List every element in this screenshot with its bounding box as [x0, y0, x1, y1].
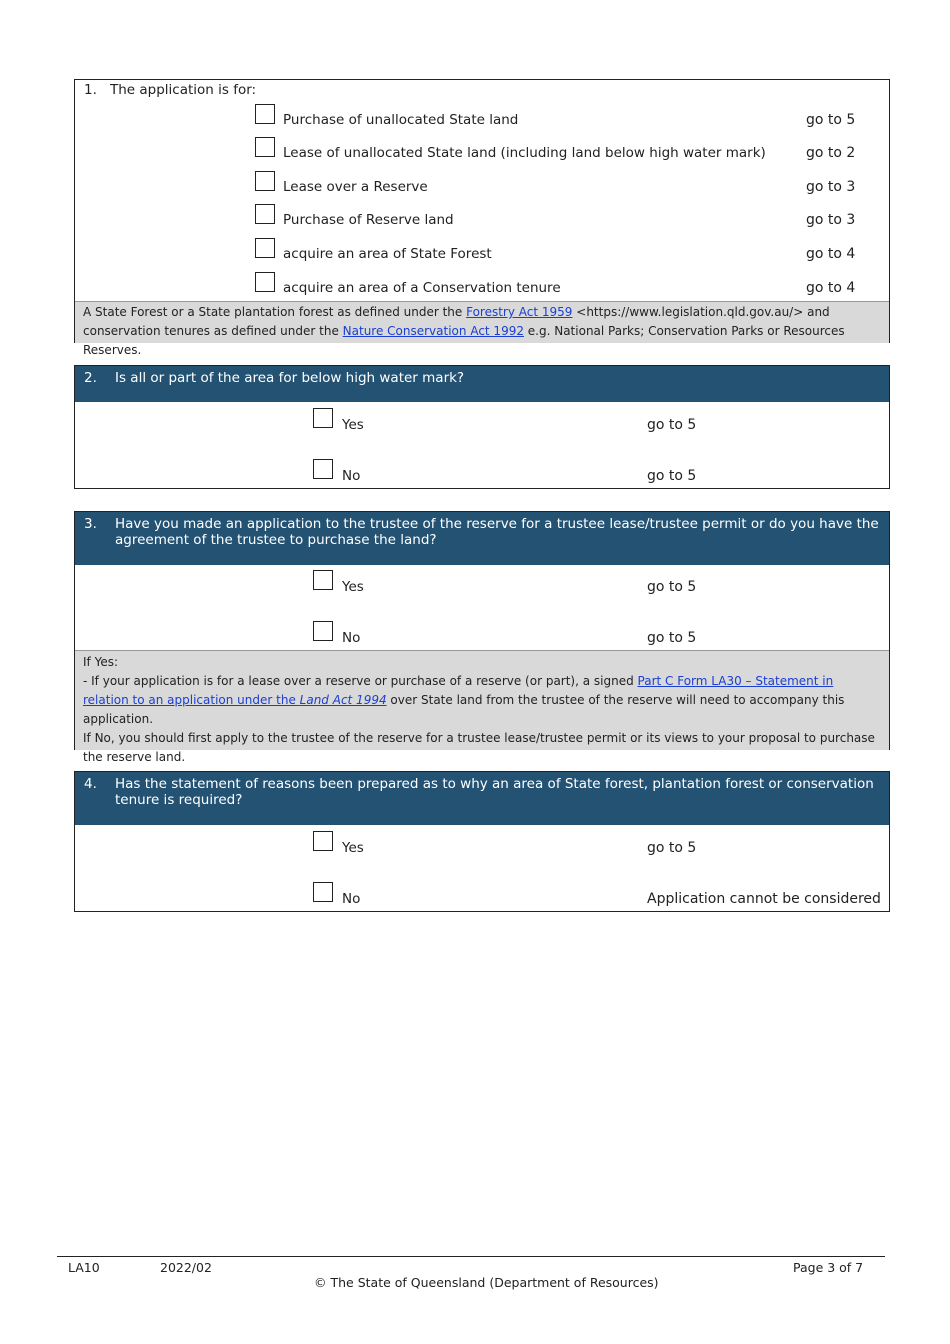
q1-option-2-goto: go to 2	[806, 145, 856, 161]
q1-option-1-label: Purchase of unallocated State land	[283, 112, 519, 128]
question-4-label: Has the statement of reasons been prepared as to why an area of State forest, plantation forest or conservation tenure is required?	[115, 776, 874, 808]
question-3-section	[74, 511, 890, 764]
q3-no-checkbox[interactable]	[313, 621, 333, 641]
q1-option-5-goto: go to 4	[806, 246, 856, 262]
q3-note-yes-text-b: over State land from the trustee of the reserve will need to accompany this application.	[83, 693, 845, 726]
footer-copyright: © The State of Queensland (Department of Resources)	[314, 1275, 659, 1290]
q4-no-checkbox[interactable]	[313, 882, 333, 902]
q1-option-3-label: Lease over a Reserve	[283, 179, 428, 195]
question-1-section	[74, 79, 890, 357]
q3-note-if-yes: If Yes:	[83, 655, 118, 669]
q2-no-checkbox[interactable]	[313, 459, 333, 479]
q1-option-4-label: Purchase of Reserve land	[283, 212, 454, 228]
q1-note-text-2: <https://www.legislation.qld.gov.au/> and conservation tenures as defined under the	[83, 305, 830, 338]
q1-note-text-1: A State Forest or a State plantation forest as defined under the	[83, 305, 467, 319]
footer-form-code: LA10	[68, 1260, 100, 1275]
footer-version: 2022/02	[160, 1260, 212, 1275]
q3-yes-checkbox[interactable]	[313, 570, 333, 590]
q4-no-goto: Application cannot be considered	[647, 891, 881, 907]
q2-no-label: No	[342, 468, 361, 484]
question-3-label: Have you made an application to the trustee of the reserve for a trustee lease/trustee permit or do you have the agreement of the trustee to purchase the land?	[115, 516, 879, 548]
question-2-header	[75, 366, 889, 402]
q3-no-goto: go to 5	[647, 630, 697, 646]
question-4-number: 4.	[84, 776, 97, 792]
question-4-section	[74, 771, 890, 912]
q2-yes-checkbox[interactable]	[313, 408, 333, 428]
nature-conservation-act-link[interactable]: Nature Conservation Act 1992	[342, 324, 524, 338]
q1-option-6-goto: go to 4	[806, 280, 856, 296]
q1-option-3-goto: go to 3	[806, 179, 856, 195]
question-1-label: The application is for:	[110, 82, 257, 98]
question-1-note	[75, 301, 889, 357]
q1-option-5-label: acquire an area of State Forest	[283, 246, 492, 262]
footer-page-number: Page 3 of 7	[793, 1260, 864, 1275]
q3-note-yes-text	[83, 672, 881, 729]
forestry-act-link[interactable]: Forestry Act 1959	[466, 305, 573, 319]
q3-no-label: No	[342, 630, 361, 646]
q1-option-5-checkbox[interactable]	[255, 238, 275, 258]
q1-option-4-checkbox[interactable]	[255, 204, 275, 224]
q1-option-6-label: acquire an area of a Conservation tenure	[283, 280, 561, 296]
question-3-note	[75, 650, 889, 764]
q1-option-4-goto: go to 3	[806, 212, 856, 228]
question-1-number: 1.	[84, 82, 97, 98]
q1-option-2-checkbox[interactable]	[255, 137, 275, 157]
q2-yes-label: Yes	[342, 417, 364, 433]
q1-option-1-checkbox[interactable]	[255, 104, 275, 124]
question-3-number: 3.	[84, 516, 97, 532]
q1-note-text-3: e.g. National Parks; Conservation Parks or Resources Reserves.	[83, 324, 845, 357]
question-2-number: 2.	[84, 370, 97, 386]
question-4-header	[75, 772, 889, 825]
q4-yes-label: Yes	[342, 840, 364, 856]
q3-yes-label: Yes	[342, 579, 364, 595]
q2-no-goto: go to 5	[647, 468, 697, 484]
question-2-section	[74, 365, 890, 489]
q4-yes-goto: go to 5	[647, 840, 697, 856]
q3-note-yes-text-a: - If your application is for a lease over a reserve or purchase of a reserve (or part), a signed	[83, 674, 638, 688]
q1-option-1-goto: go to 5	[806, 112, 856, 128]
question-2-label: Is all or part of the area for below high water mark?	[115, 370, 465, 386]
q1-option-6-checkbox[interactable]	[255, 272, 275, 292]
land-act-link-text: Land Act 1994	[299, 693, 387, 707]
q2-yes-goto: go to 5	[647, 417, 697, 433]
footer-rule	[57, 1256, 885, 1257]
q4-no-label: No	[342, 891, 361, 907]
q3-yes-goto: go to 5	[647, 579, 697, 595]
q4-yes-checkbox[interactable]	[313, 831, 333, 851]
q1-option-2-label: Lease of unallocated State land (including land below high water mark)	[283, 145, 766, 161]
q1-option-3-checkbox[interactable]	[255, 171, 275, 191]
q3-note-if-no: If No, you should first apply to the trustee of the reserve for a trustee lease/trustee permit or its views to your proposal to purchase the reserve land.	[83, 731, 875, 764]
question-3-header	[75, 512, 889, 565]
form-la30-link-text: Part C Form LA30 – Statement in relation to an application under the	[83, 674, 834, 707]
